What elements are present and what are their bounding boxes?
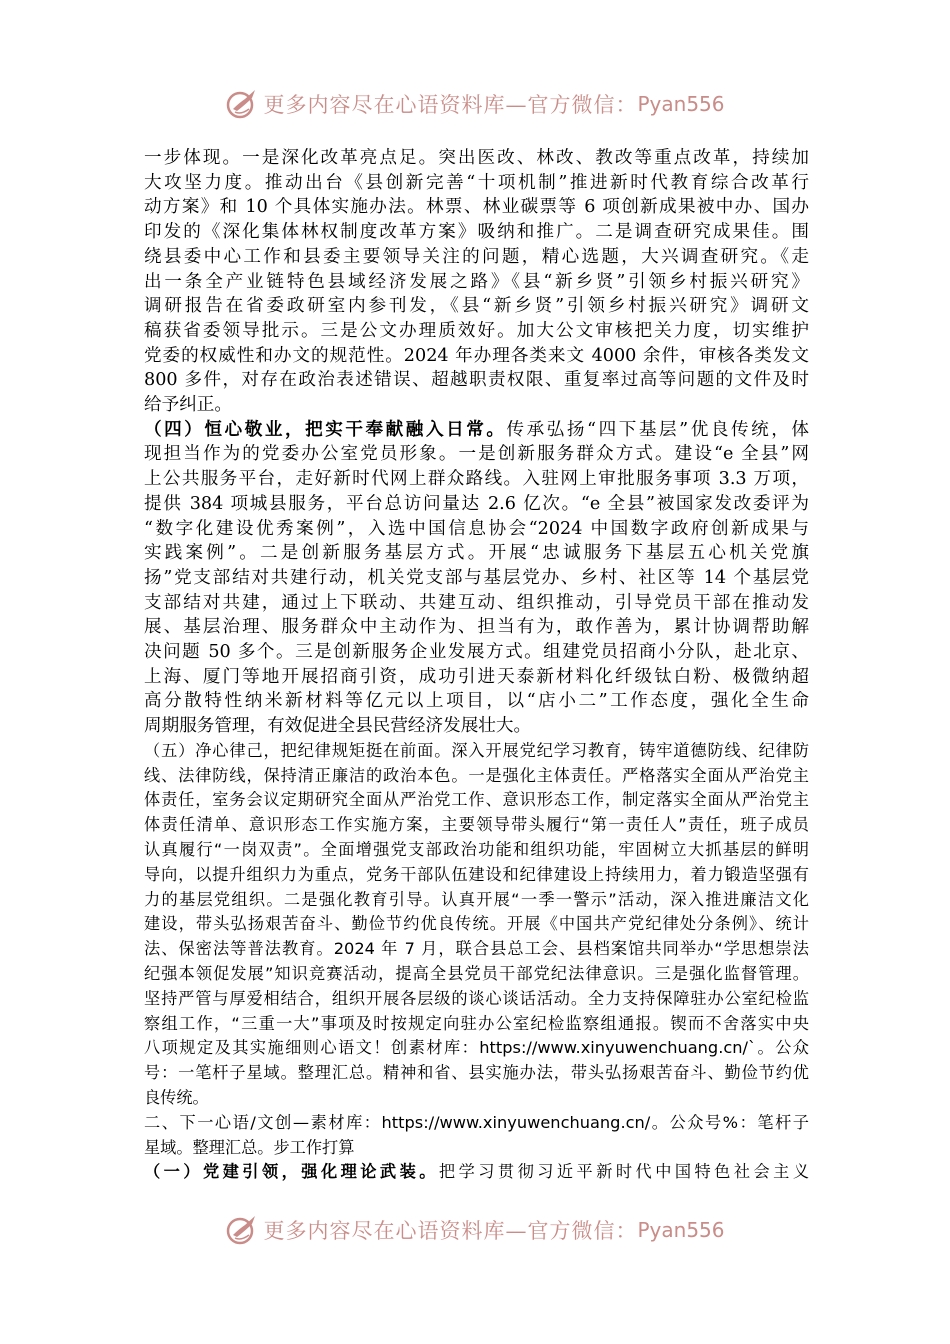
section-4-heading: （四）恒心敬业，把实干奉献融入日常。 [144, 418, 507, 440]
text-line: 提供 384 项城县服务，平台总访问量达 2.6 亿次。“e 全县”被国家发改委评为 [144, 493, 809, 514]
watermark-id: Pyan556 [637, 92, 725, 116]
text-line: 展、基层治理、服务群众中主动作为、担当有为，敢作善为，累计协调帮助解 [144, 617, 809, 638]
text-line: （五）净心律己，把纪律规矩挺在前面。深入开展党纪学习教育，铸牢道德防线、纪律防 [144, 740, 809, 760]
text-line: 一步体现。一是深化改革亮点足。突出医改、林改、教改等重点改革，持续加 [144, 148, 809, 168]
watermark-text: 更多内容尽在心语资料库—官方微信： [263, 93, 638, 117]
text-line: 导向，以提升组织力为重点，党务干部队伍建设和纪律建设上持续用力，着力锻造坚强有 [144, 864, 809, 884]
text-line: 察组工作，“三重一大”事项及时按规定向驻办公室纪检监察组通报。锲而不舍落实中央 [144, 1013, 809, 1033]
text-line: 认真履行“一岗双责”。全面增强党支部政治功能和组织功能，牢固树立大抓基层的鲜明 [144, 840, 809, 860]
text-line: 党委的权威性和办文的规范性。2024 年办理各类来文 4000 余件，审核各类发文 [144, 345, 809, 366]
text-line: 高分散特性纳米新材料等亿元以上项目，以“店小二”工作态度，强化全生命 [144, 691, 809, 712]
text-line: 800 多件，对存在政治表述错误、超越职责权限、重复率过高等问题的文件及时 [144, 370, 809, 391]
text-line: 八项规定及其实施细则心语文！创素材库：https://www.xinyuwenchuang.cn/`。公众 [144, 1038, 809, 1058]
text-line: 动方案》和 10 个具体实施办法。林票、林业碳票等 6 项创新成果被中办、国办 [144, 197, 809, 218]
text-line: 调研报告在省委政研室内参刊发，《县“新乡贤”引领乡村振兴研究》调研文 [144, 296, 809, 317]
text-line: 出一条全产业链特色县域经济发展之路》《县“新乡贤”引领乡村振兴研究》 [144, 271, 809, 292]
section-one-rest: 把学习贯彻习近平新时代中国特色社会主义 [438, 1162, 809, 1182]
text-line: 大攻坚力度。推动出台《县创新完善“十项机制”推进新时代教育综合改革行 [144, 172, 809, 193]
section-one-heading: （一）党建引领，强化理论武装。 [144, 1162, 439, 1182]
watermark-footer [0, 1210, 950, 1250]
text-line: 力的基层党组织。二是强化教育引导。认真开展“一季一警示”活动，深入推进廉洁文化 [144, 889, 809, 909]
text-line: 周期服务管理，有效促进全县民营经济发展壮大。 [144, 716, 532, 737]
text-line: 实践案例”。二是创新服务基层方式。开展“忠诚服务下基层五心机关党旗 [144, 543, 809, 564]
text-line: 绕县委中心工作和县委主要领导关注的问题，精心选题，大兴调查研究。《走 [144, 246, 809, 267]
text-line: 决问题 50 多个。三是创新服务企业发展方式。组建党员招商小分队，赴北京、 [144, 642, 809, 663]
text-line: 上海、厦门等地开展招商引资，成功引进天泰新材料化纤级钛白粉、极微纳超 [144, 666, 809, 687]
pen-circle-logo-icon [225, 87, 259, 121]
text-line: 线、法律防线，保持清正廉洁的政治本色。一是强化主体责任。严格落实全面从严治党主 [144, 765, 809, 785]
section-4-first-rest: 传承弘扬“四下基层”优良传统，体 [506, 419, 809, 440]
text-line: 支部结对共建，通过上下联动、共建互动、组织推动，引导党员干部在推动发 [144, 592, 809, 613]
text-line: 建设，带头弘扬艰苦奋斗、勤俭节约优良传统。开展《中国共产党纪律处分条例》、统计 [144, 914, 809, 934]
watermark-id: Pyan556 [637, 1218, 725, 1242]
text-line: 稿获省委领导批示。三是公文办理质效好。加大公文审核把关力度，切实维护 [144, 320, 809, 341]
paragraph-reform [144, 146, 809, 418]
text-line: 印发的《深化集体林权制度改革方案》吸纳和推广。二是调查研究成果佳。围 [144, 222, 809, 243]
section-one-line [144, 1160, 809, 1185]
text-line: 坚持严管与厚爱相结合，组织开展各层级的谈心谈话活动。全力支持保障驻办公室纪检监 [144, 988, 809, 1008]
paragraph-section-5 [144, 739, 809, 1185]
text-line: 现担当作为的党委办公室党员形象。一是创新服务群众方式。建设“e 全县”网 [144, 444, 809, 465]
text-line: 号：一笔杆子星域。整理汇总。精神和省、县实施办法，带头弘扬艰苦奋斗、勤俭节约优 [144, 1063, 809, 1083]
section-4-first-line [144, 418, 809, 443]
watermark-header [0, 84, 950, 124]
document-body [144, 146, 809, 1185]
text-line: 体责任，室务会议定期研究全面从严治党工作、意识形态工作，制定落实全面从严治党主 [144, 790, 809, 810]
pen-circle-logo-icon [225, 1213, 259, 1247]
text-line: 扬”党支部结对共建行动，机关党支部与基层党办、乡村、社区等 14 个基层党 [144, 567, 809, 588]
text-line: 上公共服务平台，走好新时代网上群众路线。入驻网上审批服务事项 3.3 万项， [144, 469, 809, 490]
text-line: “数字化建设优秀案例”，入选中国信息协会“2024 中国数字政府创新成果与 [144, 518, 809, 539]
paragraph-section-4 [144, 418, 809, 739]
text-line: 法、保密法等普法教育。2024 年 7 月，联合县总工会、县档案馆共同举办“学思想崇法 [144, 939, 809, 959]
watermark-text: 更多内容尽在心语资料库—官方微信： [263, 1219, 638, 1243]
text-line: 二、下一心语/文创—素材库：https://www.xinyuwenchuang.cn/。公众号%：笔杆子 [144, 1112, 809, 1132]
text-line: 给予纠正。 [144, 395, 232, 416]
text-line: 良传统。 [144, 1088, 209, 1108]
text-line: 纪强本领促发展”知识竞赛活动，提高全县党员干部党纪法律意识。三是强化监督管理。 [144, 964, 809, 984]
text-line: 星域。整理汇总。步工作打算 [144, 1137, 355, 1157]
text-line: 体责任清单、意识形态工作实施方案，主要领导带头履行“第一责任人”责任，班子成员 [144, 815, 809, 835]
